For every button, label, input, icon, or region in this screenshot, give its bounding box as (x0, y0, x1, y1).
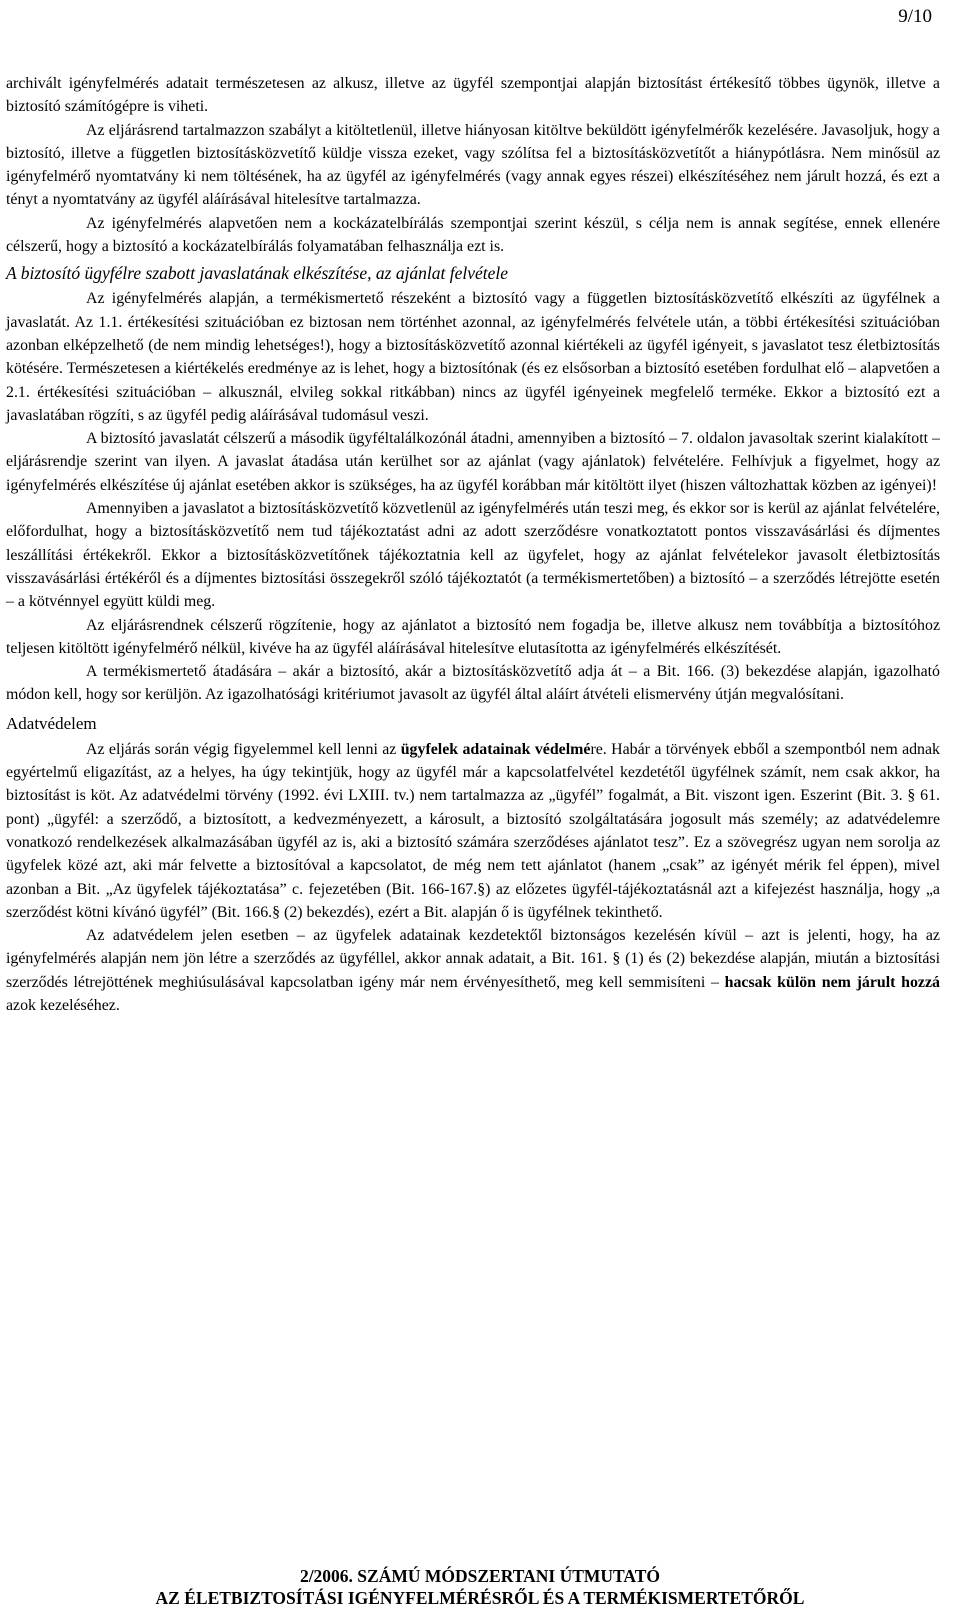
paragraph: Az igényfelmérés alapján, a termékismertető részeként a biztosító vagy a független biztosításközvetítő elkészíti az ügyfélnek a javaslatát. Az 1.1. értékesítési szituációban ez biztosan nem történhet azonnal, az igényfelmérés felvétele után, a többi értékesítési szituációban azonban elképzelhető (de nem mindig lehetséges!), hogy a biztosításközvetítő azonnal kiértékeli az ügyfél igényeit, s javaslatot tesz életbiztosítás kötésére. Természetesen a kiértékelés eredménye az is lehet, hogy a biztosítónak (és ez elsősorban a biztosító esetében fordulhat elő – alapvetően a 2.1. értékesítési szituációban – alkusznál, elvileg sokkal ritkábban) nincs az ügyfél igényeinek megfelelő terméke. Ekkor a biztosító ezt a javaslatában rögzíti, s az ügyfél pedig aláírásával tudomásul veszi. (6, 290, 940, 424)
paragraph: Amennyiben a javaslatot a biztosításközvetítő közvetlenül az igényfelmérés után teszi meg, és ekkor sor is kerül az ajánlat felvételére, előfordulhat, hogy a biztosításközvetítő nem tud tájékoztatást adni az adott szerződésre vonatkoztatott pontos visszavásárlási és díjmentes leszállítási értékekről. Ekkor a biztosításközvetítőnek tájékoztatnia kell az ügyfelet, hogy az ajánlat felvételekor javasolt életbiztosítás visszavásárlási értékéről és a díjmentes biztosítási összegekről szóló tájékoztatót (a termékismertetőben) a biztosító – a szerződés létrejötte esetén – a kötvénnyel együtt küldi meg. (6, 500, 940, 611)
paragraph: archivált igényfelmérés adatait természetesen az alkusz, illetve az ügyfél szempontjai alapján biztosítást értékesítő többes ügynök, illetve a biztosító számítógépre is viheti. (6, 75, 940, 116)
paragraph: Az eljárásrend tartalmazzon szabályt a kitöltetlenül, illetve hiányosan kitöltve beküldött igényfelmérők kezelésére. Javasoljuk, hogy a biztosító, illetve a független biztosításközvetítő küldje vissza ezeket, vagy szólítsa fel a biztosításközvetítőt a hiánypótlásra. Nem minősül az igényfelmérő nyomtatvány ki nem töltésének, ha az ügyfél az igényfelmérés (vagy annak egyes részei) elkészítéséhez nem járult hozzá, és ezt a tényt a nyomtatvány az ügyfél aláírásával hitelesítve tartalmazza. (6, 121, 940, 209)
document-footer (0, 1565, 960, 1609)
footer-line-1: 2/2006. SZÁMÚ MÓDSZERTANI ÚTMUTATÓ (299, 1566, 661, 1586)
paragraph: A termékismertető átadására – akár a biztosító, akár a biztosításközvetítő adja át – a Bit. 166. (3) bekezdése alapján, igazolható módon kell, hogy sor kerüljön. Az igazolhatósági kritériumot javasolt az ügyfél által aláírt átvételi elismervény útján megvalósítani. (6, 663, 940, 704)
footer-line-2: AZ ÉLETBIZTOSÍTÁSI IGÉNYFELMÉRÉSRŐL ÉS A TERMÉKISMERTETŐRŐL (155, 1588, 805, 1608)
text-run: azok kezeléséhez. (6, 996, 120, 1014)
paragraph: Az eljárásrendnek célszerű rögzítenie, hogy az ajánlatot a biztosító nem fogadja be, illetve alkusz nem továbbítja a biztosítóhoz teljesen kitöltött igényfelmérő nélkül, kivéve ha az ügyfél aláírásával hitelesítve elutasította az igényfelmérés elkészítését. (6, 616, 940, 657)
page-number: 9/10 (898, 6, 932, 27)
paragraph: Az igényfelmérés alapvetően nem a kockázatelbírálás szempontjai szerint készül, s célja nem is annak segítése, ennek ellenére célszerű, hogy a biztosító a kockázatelbírálás folyamatában felhasználja ezt is. (6, 214, 940, 256)
bold-text: ügyfelek adatainak védelmé (400, 740, 591, 758)
document-body (6, 72, 940, 1017)
paragraph: A biztosító javaslatát célszerű a második ügyféltalálkozónál átadni, amennyiben a biztosító – 7. oldalon javasoltak szerint kialakított – eljárásrendje szerint van ilyen. A javaslat átadása után kerülhet sor az ajánlat (vagy ajánlatok) felvételére. Felhívjuk a figyelmet, hogy az igényfelmérés elkészítése új ajánlat esetében akkor is szükséges, ha az ügyfél korábban már kitöltött ilyet (hiszen változhattak közben az igényei)! (6, 430, 940, 494)
paragraph-adatvedelem-2 (6, 924, 940, 1017)
section-heading-adatvedelem: Adatvédelem (6, 713, 97, 733)
text-run: re. Habár a törvények ebből a szempontból nem adnak egyértelmű eligazítást, az a helyes, ha úgy tekintjük, hogy az ügyfél már a kapcsolatfelvétel kezdetétől ügyfélnek számít, nem csak akkor, ha biztosítást is köt. Az adatvédelmi törvény (1992. évi LXIII. tv.) nem tartalmazza az „ügyfél” fogalmát, a Bit. viszont igen. Eszerint (Bit. 3. § 61. pont) „ügyfél: a szerződő, a biztosított, a kedvezményezett, a károsult, a biztosító szolgáltatására jogosult más személy; az adatvédelemre vonatkozó rendelkezések alkalmazásában ügyfél az is, aki a biztosító számára szerződéses ajánlatot tesz”. Ez a szövegrész ugyan nem sorolja az ügyfelek közé azt, aki már felvette a biztosítóval a kapcsolatot, de még nem tett ajánlatot (hanem „csak” az igényét mérik fel éppen), mivel azonban a Bit. „Az ügyfelek tájékoztatása” c. fejezetében (Bit. 166-167.§) az előzetes ügyfél-tájékoztatásnál azt a kifejezést használja, hogy „a szerződést kötni kívánó ügyfél” (Bit. 166.§ (2) bekezdés), ezért a Bit. alapján ő is ügyfélnek tekinthető. (6, 740, 941, 921)
text-run: Az adatvédelem jelen esetben – az ügyfelek adatainak kezdetektől biztonságos kezelésén kívül – azt is jelenti, hogy, ha az igényfelmérés alapján nem jön létre a szerződés az ügyféllel, akkor annak adatait, a Bit. 161. § (1) és (2) bekezdése alapján, miután a biztosítási szerződés létrejöttének meghiúsulásával kapcsolatban igény már nem érvényesíthető, meg kell semmisíteni – (6, 927, 940, 991)
bold-text: hacsak külön nem járult hozzá (724, 973, 940, 991)
text-run: Az eljárás során végig figyelemmel kell lenni az (86, 740, 401, 758)
section-heading-ajanlat: A biztosító ügyfélre szabott javaslatának elkészítése, az ajánlat felvétele (6, 263, 509, 284)
paragraph-adatvedelem-1 (6, 738, 940, 924)
